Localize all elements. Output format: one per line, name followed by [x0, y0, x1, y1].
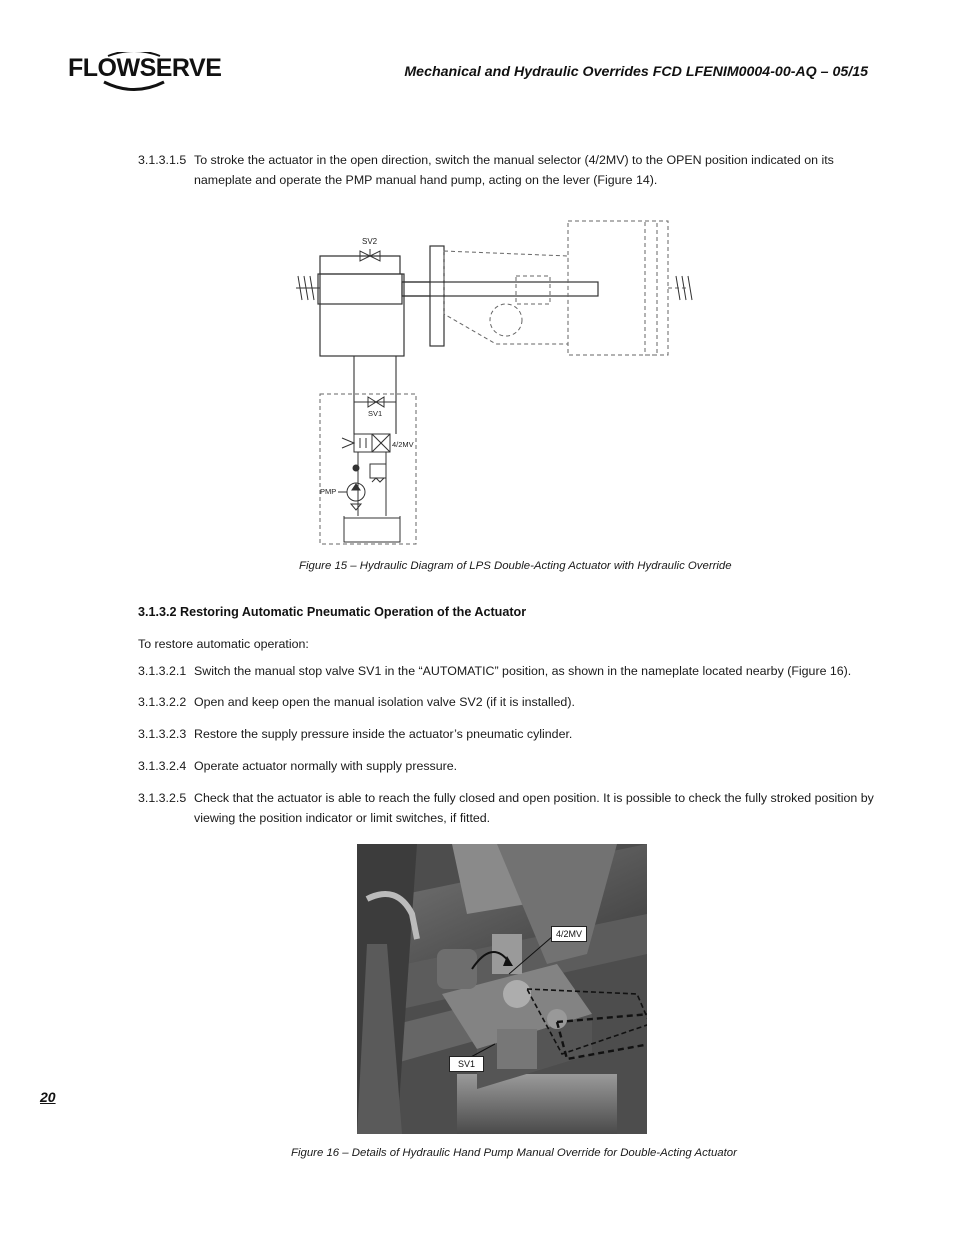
directional-valve-label: 4/2MV — [392, 440, 414, 449]
hydraulic-diagram — [290, 216, 710, 548]
reservoir-tank-icon — [344, 516, 400, 542]
item-text: Open and keep open the manual isolation valve SV2 (if it is installed). — [194, 695, 575, 709]
sv1-callout: SV1 — [449, 1056, 484, 1072]
item-number: 3.1.3.2.5 — [138, 791, 187, 805]
figure-16-caption: Figure 16 – Details of Hydraulic Hand Pump Manual Override for Double-Acting Actuator — [291, 1147, 737, 1159]
item-3-1-3-2-5 — [138, 788, 878, 832]
sv1-valve-icon — [354, 397, 396, 407]
flowserve-logo — [68, 52, 222, 94]
page-number: 20 — [40, 1089, 56, 1105]
item-number: 3.1.3.2.3 — [138, 727, 187, 741]
item-3-1-3-2-3 — [138, 724, 878, 744]
item-3-1-3-2-4 — [138, 756, 878, 776]
hydraulic-cylinder-block — [320, 274, 404, 356]
sv2-valve-icon — [360, 249, 380, 261]
section-number: 3.1.3.1.5 — [138, 153, 187, 167]
paragraph-3-1-3-1-5 — [138, 150, 878, 194]
directional-valve-icon — [342, 434, 390, 452]
intro-text — [138, 634, 738, 654]
section-heading: 3.1.3.2 Restoring Automatic Pneumatic Operation of the Actuator — [138, 605, 527, 619]
pneumatic-actuator-outline — [444, 221, 688, 355]
document-title: Mechanical and Hydraulic Overrides FCD LFENIM0004-00-AQ – 05/15 — [404, 64, 868, 80]
section-text: To stroke the actuator in the open direction, switch the manual selector (4/2MV) to the OPEN position indicated on its nameplate and operate the PMP manual hand pump, acting on the lever (Figure 14). — [194, 153, 834, 187]
logo-text: FLOWSERVE — [68, 54, 222, 82]
item-text: Operate actuator normally with supply pressure. — [194, 759, 458, 773]
item-text: Check that the actuator is able to reach the fully closed and open position. It is possible to check the fully stroked position by viewing the position indicator or limit switches, if fitted. — [194, 791, 874, 825]
logo-swoosh-icon — [68, 52, 208, 94]
sv1-label: SV1 — [368, 409, 383, 418]
relief-valve-icon — [370, 464, 386, 478]
figure-15-caption: Figure 15 – Hydraulic Diagram of LPS Double-Acting Actuator with Hydraulic Override — [299, 560, 732, 572]
hand-pump-photo — [357, 844, 647, 1134]
item-number: 3.1.3.2.4 — [138, 759, 187, 773]
pump-label: PMP — [320, 487, 337, 496]
intro-line: To restore automatic operation: — [138, 637, 309, 651]
item-3-1-3-2-1 — [138, 661, 878, 681]
item-number: 3.1.3.2.2 — [138, 695, 187, 709]
item-number: 3.1.3.2.1 — [138, 664, 187, 678]
item-text: Switch the manual stop valve SV1 in the “AUTOMATIC” position, as shown in the nameplate located nearby (Figure 16). — [194, 664, 852, 678]
item-text: Restore the supply pressure inside the actuator’s pneumatic cylinder. — [194, 727, 573, 741]
sv2-label: SV2 — [362, 237, 378, 246]
directional-valve-callout: 4/2MV — [551, 926, 587, 942]
item-3-1-3-2-2 — [138, 692, 878, 712]
